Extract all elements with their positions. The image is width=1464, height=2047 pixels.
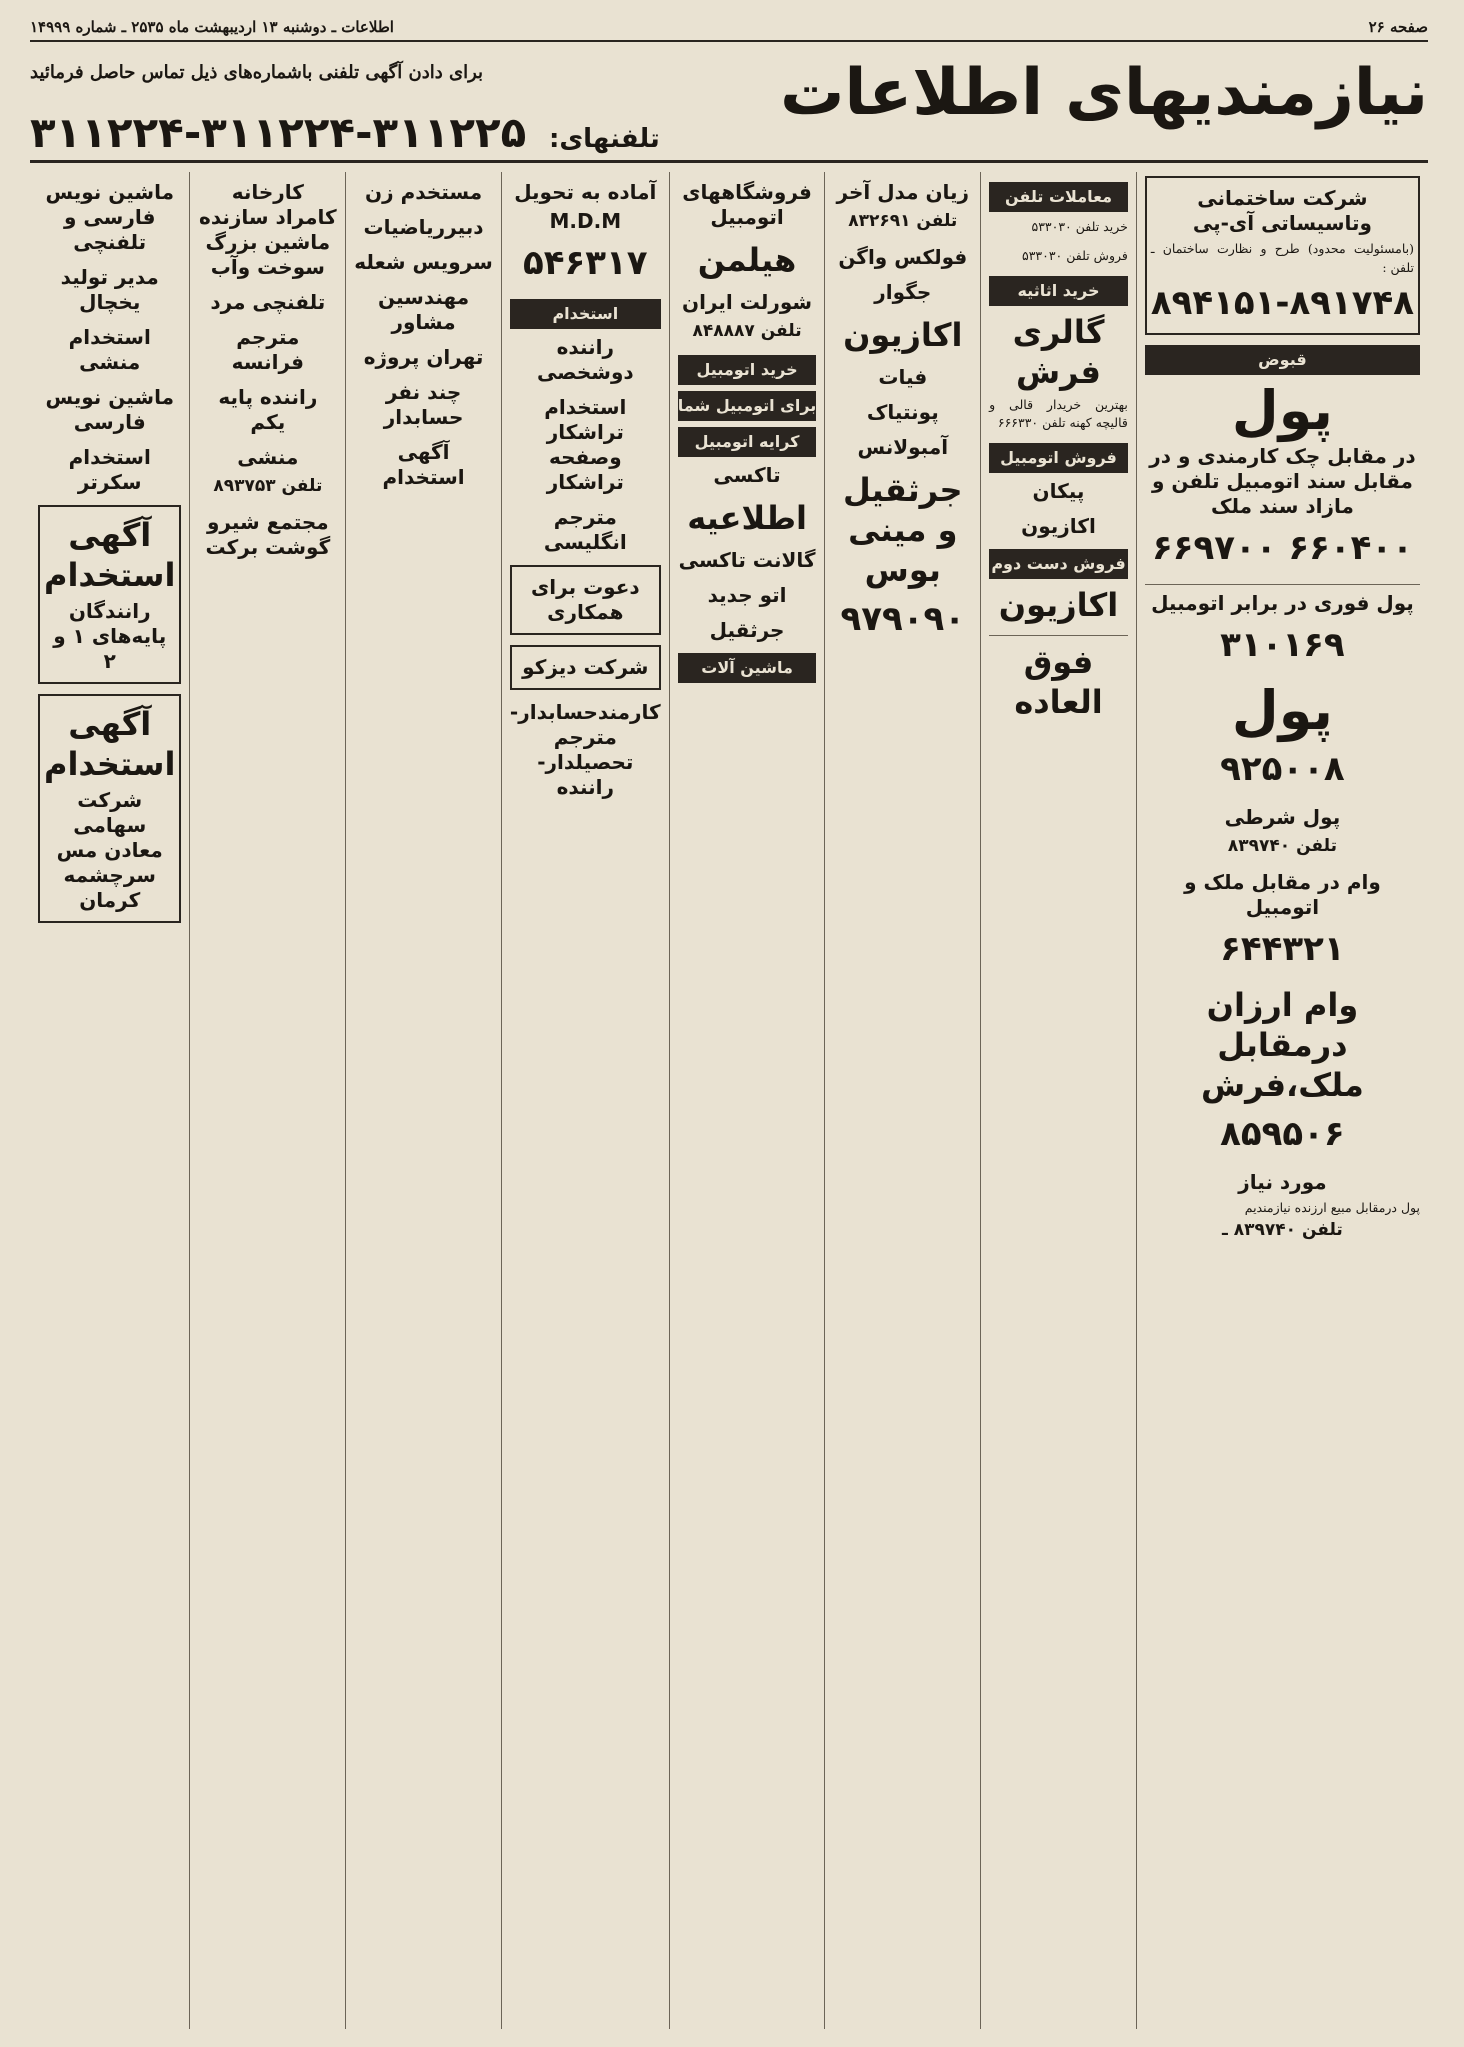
- ad-secretary: [198, 445, 337, 500]
- ad-title: پول فوری در برابر اتومبیل: [1151, 590, 1414, 615]
- ad-title: آمبولانس: [857, 434, 949, 459]
- page-number: صفحه ۲۶: [1368, 18, 1428, 36]
- ad-ready-delivery: [510, 180, 661, 289]
- divider: [989, 635, 1128, 636]
- ad-bargain: [833, 315, 972, 355]
- ad-paykan: [989, 479, 1128, 504]
- ad-body: بهترین خریدار قالی و قالیچه کهنه تلفن ۶۶۶۳۳۰: [989, 396, 1128, 431]
- ad-title: کارمندحسابدار-مترجم تحصیلدار-راننده: [509, 700, 661, 799]
- ad-phone: ۶۶۰۴۰۰ ۶۶۹۷۰۰: [1151, 527, 1413, 568]
- phone-numbers: ۳۱۱۲۲۵-۳۱۱۲۲۴-۳۱۱۲۲۴: [30, 108, 527, 157]
- ad-title: اطلاعیه: [687, 498, 807, 537]
- ad-title: فوق العاده: [1014, 643, 1103, 721]
- ad-bargain: [989, 514, 1128, 539]
- ad-title: تلفنچی مرد: [210, 290, 326, 314]
- ad-notice: [678, 498, 817, 538]
- ad-cheap-loan: [1145, 985, 1420, 1160]
- ad-hire-secretary-2: [38, 445, 181, 495]
- ad-kamrad-factory: [198, 180, 337, 280]
- ad-title: فیات: [878, 364, 928, 389]
- ad-phone: تلفن ۸۳۹۷۴۰ ـ: [1222, 1219, 1343, 1240]
- ad-title: آماده به تحویل: [514, 180, 657, 204]
- ad-ambulance: [833, 435, 972, 460]
- ad-lathe-operator: [510, 395, 661, 495]
- ad-title: منشی: [237, 445, 299, 469]
- ad-title: وام در مقابل ملک و اتومبیل: [1184, 869, 1381, 919]
- ad-phone: ۸۹۴۱۵۱-۸۹۱۷۴۸: [1150, 282, 1414, 323]
- ad-title: اکازیون: [1021, 514, 1096, 538]
- ad-fridge-production-manager: [38, 265, 181, 315]
- ad-subtitle: M.D.M: [549, 209, 622, 233]
- ad-phone: تلفن ۸۳۹۷۴۰: [1227, 836, 1337, 857]
- ad-typist-operator: [38, 180, 181, 255]
- ad-body: فروش تلفن ۵۳۳۰۳۰: [1021, 247, 1128, 263]
- masthead-rule: [30, 160, 1428, 163]
- ad-loan-cheque: [1145, 378, 1420, 574]
- ad-title: پول: [1231, 678, 1333, 742]
- ad-extraordinary: [989, 642, 1128, 722]
- ad-title: جگوار: [874, 279, 932, 304]
- ad-title: مدیر تولید یخچال: [60, 265, 159, 314]
- ad-conditional-loan: [1145, 805, 1420, 860]
- ad-male-operator: [198, 290, 337, 315]
- divider: [1145, 584, 1420, 585]
- ad-phone: تلفن ۸۹۳۷۵۳: [213, 476, 323, 496]
- ad-title: فولکس واگن: [838, 244, 968, 269]
- ad-cooperation-invite: [510, 565, 661, 635]
- section-banner: ماشین آلات: [678, 653, 817, 683]
- column-2: [980, 172, 1136, 2029]
- ad-crane-minibus: [833, 470, 972, 645]
- ad-title: شرکت دیزکو: [522, 655, 649, 679]
- ad-mortgage: [1145, 870, 1420, 975]
- masthead: [30, 56, 1428, 156]
- ad-title: اتو جدید: [707, 582, 787, 607]
- section-banner: معاملات تلفن: [989, 182, 1128, 212]
- ad-private-driver: [510, 335, 661, 385]
- ad-carpet-gallery: [989, 312, 1128, 434]
- ad-french-translator: [198, 325, 337, 375]
- ad-title: تاکسی: [713, 462, 781, 487]
- ad-title: اکازیون: [843, 315, 963, 354]
- ad-title: پیکان: [1032, 479, 1085, 503]
- ad-title: فروشگاههای اتومبیل: [682, 180, 812, 229]
- column-8: [30, 172, 189, 2029]
- ad-body: پول درمقابل مبیع ارزنده نیازمندیم: [1244, 1199, 1420, 1215]
- ad-title: اکازیون: [998, 586, 1119, 624]
- ad-title: استخدام تراشکار وصفحه تراشکار: [544, 395, 627, 494]
- ad-pontiac: [833, 400, 972, 425]
- ad-car-stores: [678, 180, 817, 230]
- ad-accountants: [354, 380, 493, 430]
- ad-title: مترجم انگلیسی: [543, 505, 627, 554]
- ad-bargain-2: [989, 585, 1128, 625]
- ad-phone: ۶۴۴۳۲۱: [1220, 928, 1345, 969]
- ad-title: تهران پروژه: [363, 345, 484, 369]
- ad-dizko-company: [510, 645, 661, 690]
- ad-copper-mines-employment: [38, 694, 181, 923]
- ad-shole-service: [354, 250, 493, 275]
- ad-phone: تلفن ۸۳۲۶۹۱: [848, 211, 958, 231]
- ad-title: مجتمع شیرو گوشت برکت: [205, 509, 331, 559]
- ad-title: پول شرطی: [1224, 805, 1341, 830]
- ad-phone-sell: [989, 247, 1128, 266]
- ad-title: مورد نیاز: [1238, 1169, 1327, 1194]
- ad-title: کارخانه کامراد سازنده ماشین بزرگ سوخت وآب: [199, 180, 337, 279]
- ad-galant-taxi: [678, 548, 817, 573]
- ad-body: (بامسئولیت محدود) طرح و نظارت ساختمان ـ تلفن :: [1150, 241, 1414, 275]
- ad-title: مهندسین مشاور: [377, 285, 470, 334]
- ad-title: چند نفر حسابدار: [383, 380, 464, 429]
- section-banner: فروش اتومبیل: [989, 443, 1128, 473]
- column-1: [1136, 172, 1428, 2029]
- ad-first-class-driver: [198, 385, 337, 435]
- ad-persian-typist: [38, 385, 181, 435]
- ad-consulting-engineers: [354, 285, 493, 335]
- column-4: [669, 172, 825, 2029]
- ad-body: خرید تلفن ۵۳۳۰۳۰: [1031, 219, 1128, 234]
- ad-phone: ۹۲۵۰۰۸: [1220, 749, 1345, 790]
- section-banner: استخدام: [510, 299, 661, 329]
- ad-title: شورلت ایران: [682, 290, 813, 314]
- ad-tehran-project: [354, 345, 493, 370]
- ad-hillman: [678, 240, 817, 280]
- section-banner: برای اتومبیل شما: [678, 391, 817, 421]
- column-5: [501, 172, 669, 2029]
- ad-loan: [1145, 678, 1420, 795]
- section-banner: کرایه اتومبیل: [678, 427, 817, 457]
- ad-title: ماشین نویس فارسی و تلفنچی: [45, 180, 174, 254]
- section-banner: خرید اتومبیل: [678, 355, 817, 385]
- ad-title: پونتیاک: [866, 399, 939, 424]
- top-line: [30, 18, 1428, 42]
- classified-columns: [30, 172, 1428, 2029]
- ad-body: در مقابل چک کارمندی و در مقابل سند اتومبیل تلفن و مازاد سند ملک: [1149, 443, 1416, 518]
- ad-drivers-employment: [38, 505, 181, 684]
- masthead-phones: [30, 108, 660, 157]
- ad-title: استخدام سکرتر: [68, 445, 151, 494]
- ad-subtitle: رانندگان پایه‌های ۱ و ۲: [53, 599, 167, 673]
- ad-title: سرویس شعله: [354, 250, 493, 274]
- ad-title: مترجم فرانسه: [231, 325, 305, 374]
- ad-accountant-translator: [510, 700, 661, 800]
- ad-construction-company: [1145, 176, 1420, 335]
- ad-barekat-complex: [198, 510, 337, 560]
- section-banner: فروش دست دوم: [989, 549, 1128, 579]
- ad-title: هیلمن: [697, 241, 797, 279]
- ad-title: پول: [1231, 378, 1333, 442]
- ad-title: دعوت برای همکاری: [530, 575, 640, 624]
- date-line: اطلاعات ـ دوشنبه ۱۳ اردیبهشت ماه ۲۵۳۵ ـ شماره ۱۴۹۹۹: [30, 18, 394, 36]
- ad-math-teacher: [354, 215, 493, 240]
- masthead-title: نیازمندیهای اطلاعات: [780, 56, 1428, 130]
- ad-title: آگهی استخدام: [382, 440, 465, 489]
- ad-title: راننده پایه یکم: [218, 385, 318, 434]
- ad-loan-car: [1145, 591, 1420, 671]
- ad-title: گالانت تاکسی: [678, 547, 816, 572]
- ad-title: دبیرریاضیات: [363, 215, 484, 239]
- ad-title: شرکت ساختمانی وتاسیساتی آی-پی: [1192, 186, 1372, 235]
- ad-female-employee: [354, 180, 493, 205]
- ad-title: زیان مدل آخر: [836, 180, 970, 204]
- ad-title: گالری فرش: [1012, 312, 1105, 391]
- ad-title: وام ارزان درمقابل ملک،فرش: [1201, 985, 1364, 1104]
- ad-fiat: [833, 365, 972, 390]
- ad-crane: [678, 618, 817, 643]
- ad-title: استخدام منشی: [68, 325, 151, 374]
- ad-volkswagen: [833, 245, 972, 270]
- ad-subtitle: شرکت سهامی معادن مس سرچشمه کرمان: [56, 788, 163, 912]
- column-6: [345, 172, 501, 2029]
- ad-title: جرثقیل: [709, 617, 785, 642]
- phone-label: تلفنهای:: [548, 124, 660, 154]
- ad-phone: ۸۵۹۵۰۶: [1220, 1113, 1345, 1154]
- column-3: [824, 172, 980, 2029]
- ad-title: ماشین نویس فارسی: [45, 385, 174, 434]
- column-7: [189, 172, 345, 2029]
- ad-title: جرثقیل و مینی بوس: [842, 470, 963, 589]
- section-banner: قبوض: [1145, 345, 1420, 375]
- ad-title: راننده دوشخصی: [536, 335, 634, 384]
- ad-phone-buy: [989, 218, 1128, 237]
- masthead-subtitle: برای دادن آگهی تلفنی باشماره‌های ذیل تماس حاصل فرمائید: [30, 62, 484, 83]
- ad-taxi: [678, 463, 817, 488]
- ad-jaguar: [833, 280, 972, 305]
- ad-title: آگهی استخدام: [44, 705, 176, 783]
- ad-english-translator: [510, 505, 661, 555]
- ad-phone: ۵۴۶۳۱۷: [523, 243, 648, 283]
- ad-chevrolet-iran: [678, 290, 817, 345]
- ad-title: آگهی استخدام: [44, 516, 176, 594]
- ad-hire-secretary: [38, 325, 181, 375]
- ad-title: مستخدم زن: [365, 180, 483, 204]
- ad-employment: [354, 440, 493, 490]
- section-banner: خرید اثاثیه: [989, 276, 1128, 306]
- ad-phone: ۳۱۰۱۶۹: [1220, 624, 1345, 665]
- ad-new-auto: [678, 583, 817, 608]
- ad-latest-model: [833, 180, 972, 235]
- ad-phone: تلفن ۸۴۸۸۸۷: [692, 321, 802, 341]
- ad-phone: ۹۷۹۰۹۰: [840, 598, 966, 639]
- ad-wanted: [1145, 1170, 1420, 1243]
